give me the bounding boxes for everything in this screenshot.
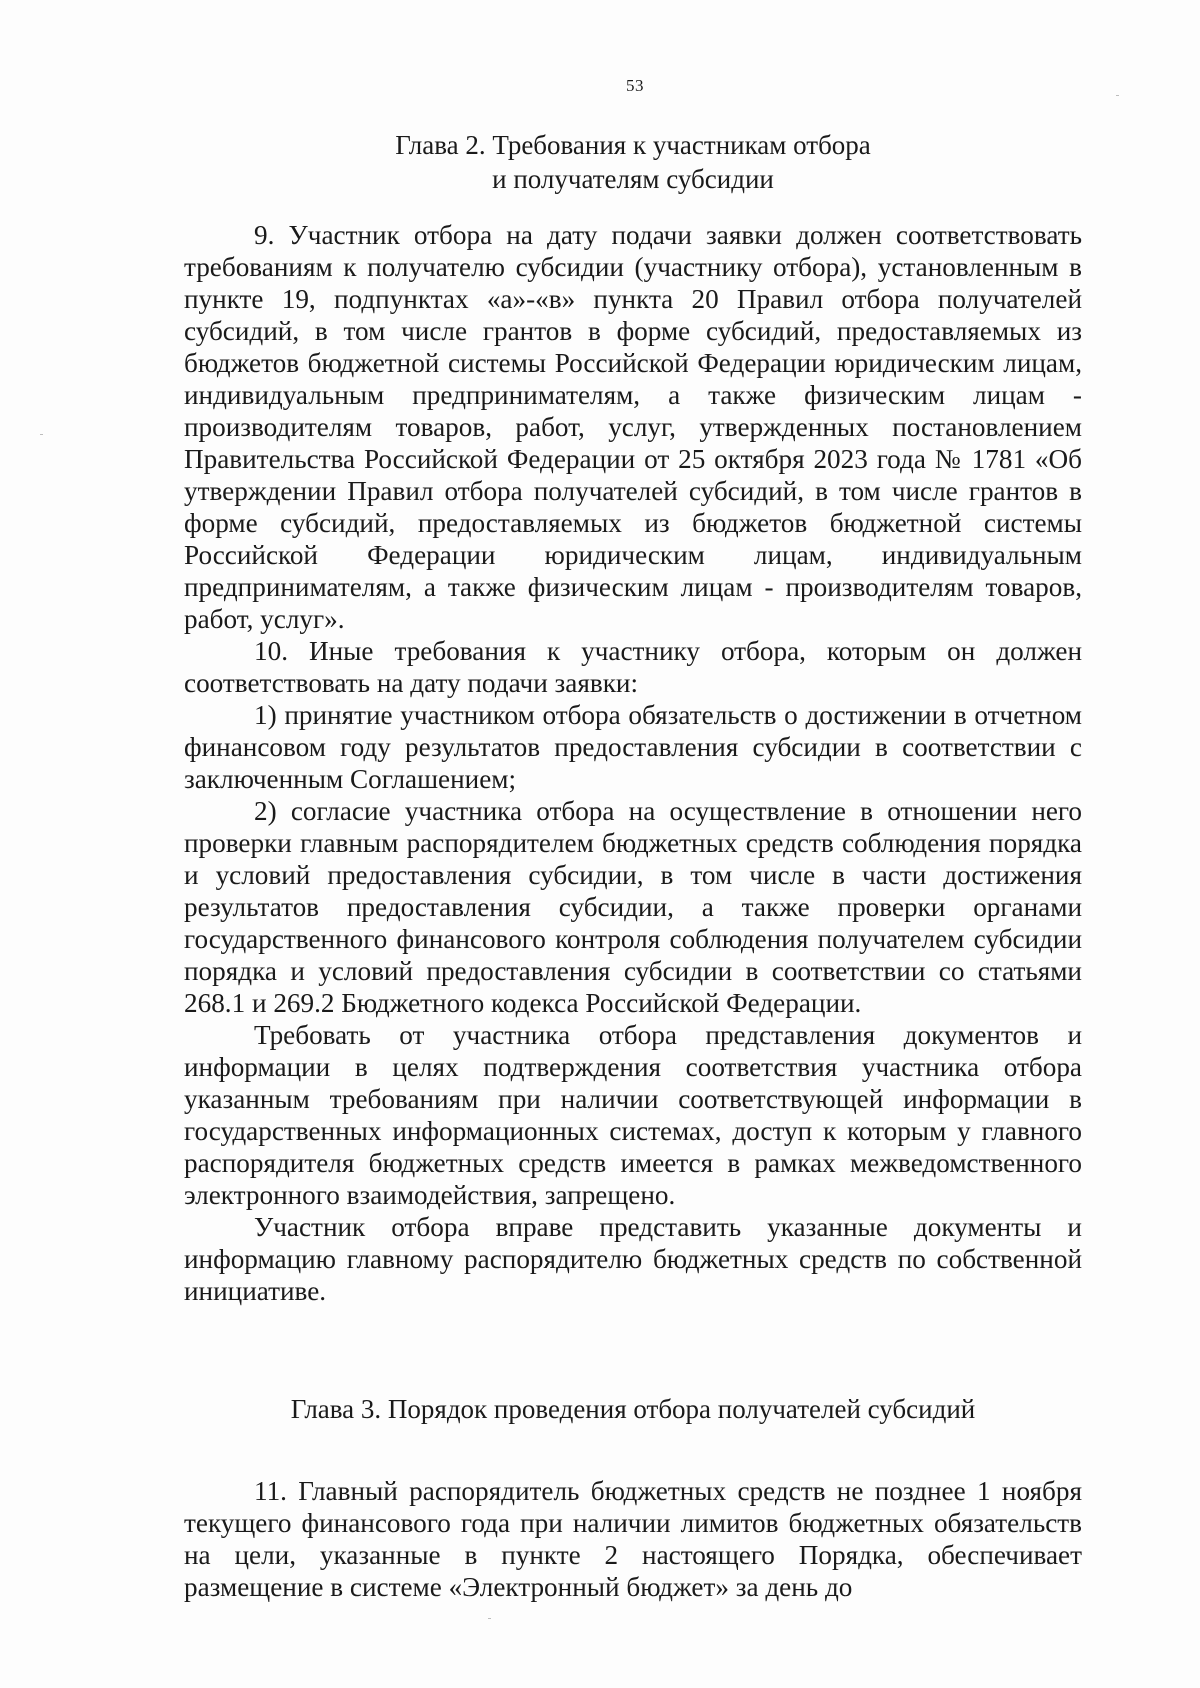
scan-speck bbox=[40, 434, 43, 435]
chapter-3-heading: Глава 3. Порядок проведения отбора получателей субсидий bbox=[290, 1394, 976, 1424]
chapter-2-heading bbox=[184, 128, 1082, 196]
paragraph-initiative: Участник отбора вправе представить указанные документы и информацию главному распорядителю бюджетных средств по собственной инициативе. bbox=[184, 1212, 1082, 1306]
chapter-3-body bbox=[184, 1475, 1082, 1603]
paragraph-10-item-1: 1) принятие участником отбора обязательств о достижении в отчетном финансовом году результатов предоставления субсидии в соответствии с заключенным Соглашением; bbox=[184, 700, 1082, 794]
paragraph-prohibition: Требовать от участника отбора представления документов и информации в целях подтверждения соответствия участника отбора указанным требованиям при наличии соответствующей информации в государственных информационных системах, доступ к которым у главного распорядителя бюджетных средств имеется в рамках межведомственного электронного взаимодействия, запрещено. bbox=[184, 1020, 1082, 1210]
paragraph-11: 11. Главный распорядитель бюджетных средств не позднее 1 ноября текущего финансового года при наличии лимитов бюджетных обязательств на цели, указанные в пункте 2 настоящего Порядка, обеспечивает размещение в системе «Электронный бюджет» за день до bbox=[184, 1476, 1082, 1602]
paragraph-10-item-2: 2) согласие участника отбора на осуществление в отношении него проверки главным распорядителем бюджетных средств соблюдения порядка и условий предоставления субсидии, в том числе в части достижения результатов предоставления субсидии, а также проверки органами государственного финансового контроля соблюдения получателем субсидии порядка и условий предоставления субсидии в соответствии со статьями 268.1 и 269.2 Бюджетного кодекса Российской Федерации. bbox=[184, 796, 1082, 1018]
chapter-2-heading-line-1: Глава 2. Требования к участникам отбора bbox=[395, 130, 871, 160]
paragraph-9: 9. Участник отбора на дату подачи заявки должен соответствовать требованиям к получателю субсидии (участнику отбора), установленным в пункте 19, подпунктах «а»-«в» пункта 20 Правил отбора получателей субсидий, в том числе грантов в форме субсидий, предоставляемых из бюджетов бюджетной системы Российской Федерации юридическим лицам, индивидуальным предпринимателям, а также физическим лицам - производителям товаров, работ, услуг, утвержденных постановлением Правительства Российской Федерации от 25 октября 2023 года № 1781 «Об утверждении Правил отбора получателей субсидий, в том числе грантов в форме субсидий, предоставляемых из бюджетов бюджетной системы Российской Федерации юридическим лицам, индивидуальным предпринимателям, а также физическим лицам - производителям товаров, работ, услуг». bbox=[184, 220, 1082, 634]
chapter-2-body bbox=[184, 219, 1082, 1307]
scan-speck bbox=[488, 1618, 491, 1619]
paragraph-10: 10. Иные требования к участнику отбора, которым он должен соответствовать на дату подачи заявки: bbox=[184, 636, 1082, 698]
scan-speck bbox=[1116, 95, 1119, 96]
chapter-2-heading-line-2: и получателям субсидии bbox=[492, 164, 774, 194]
page-number: 53 bbox=[626, 76, 644, 95]
